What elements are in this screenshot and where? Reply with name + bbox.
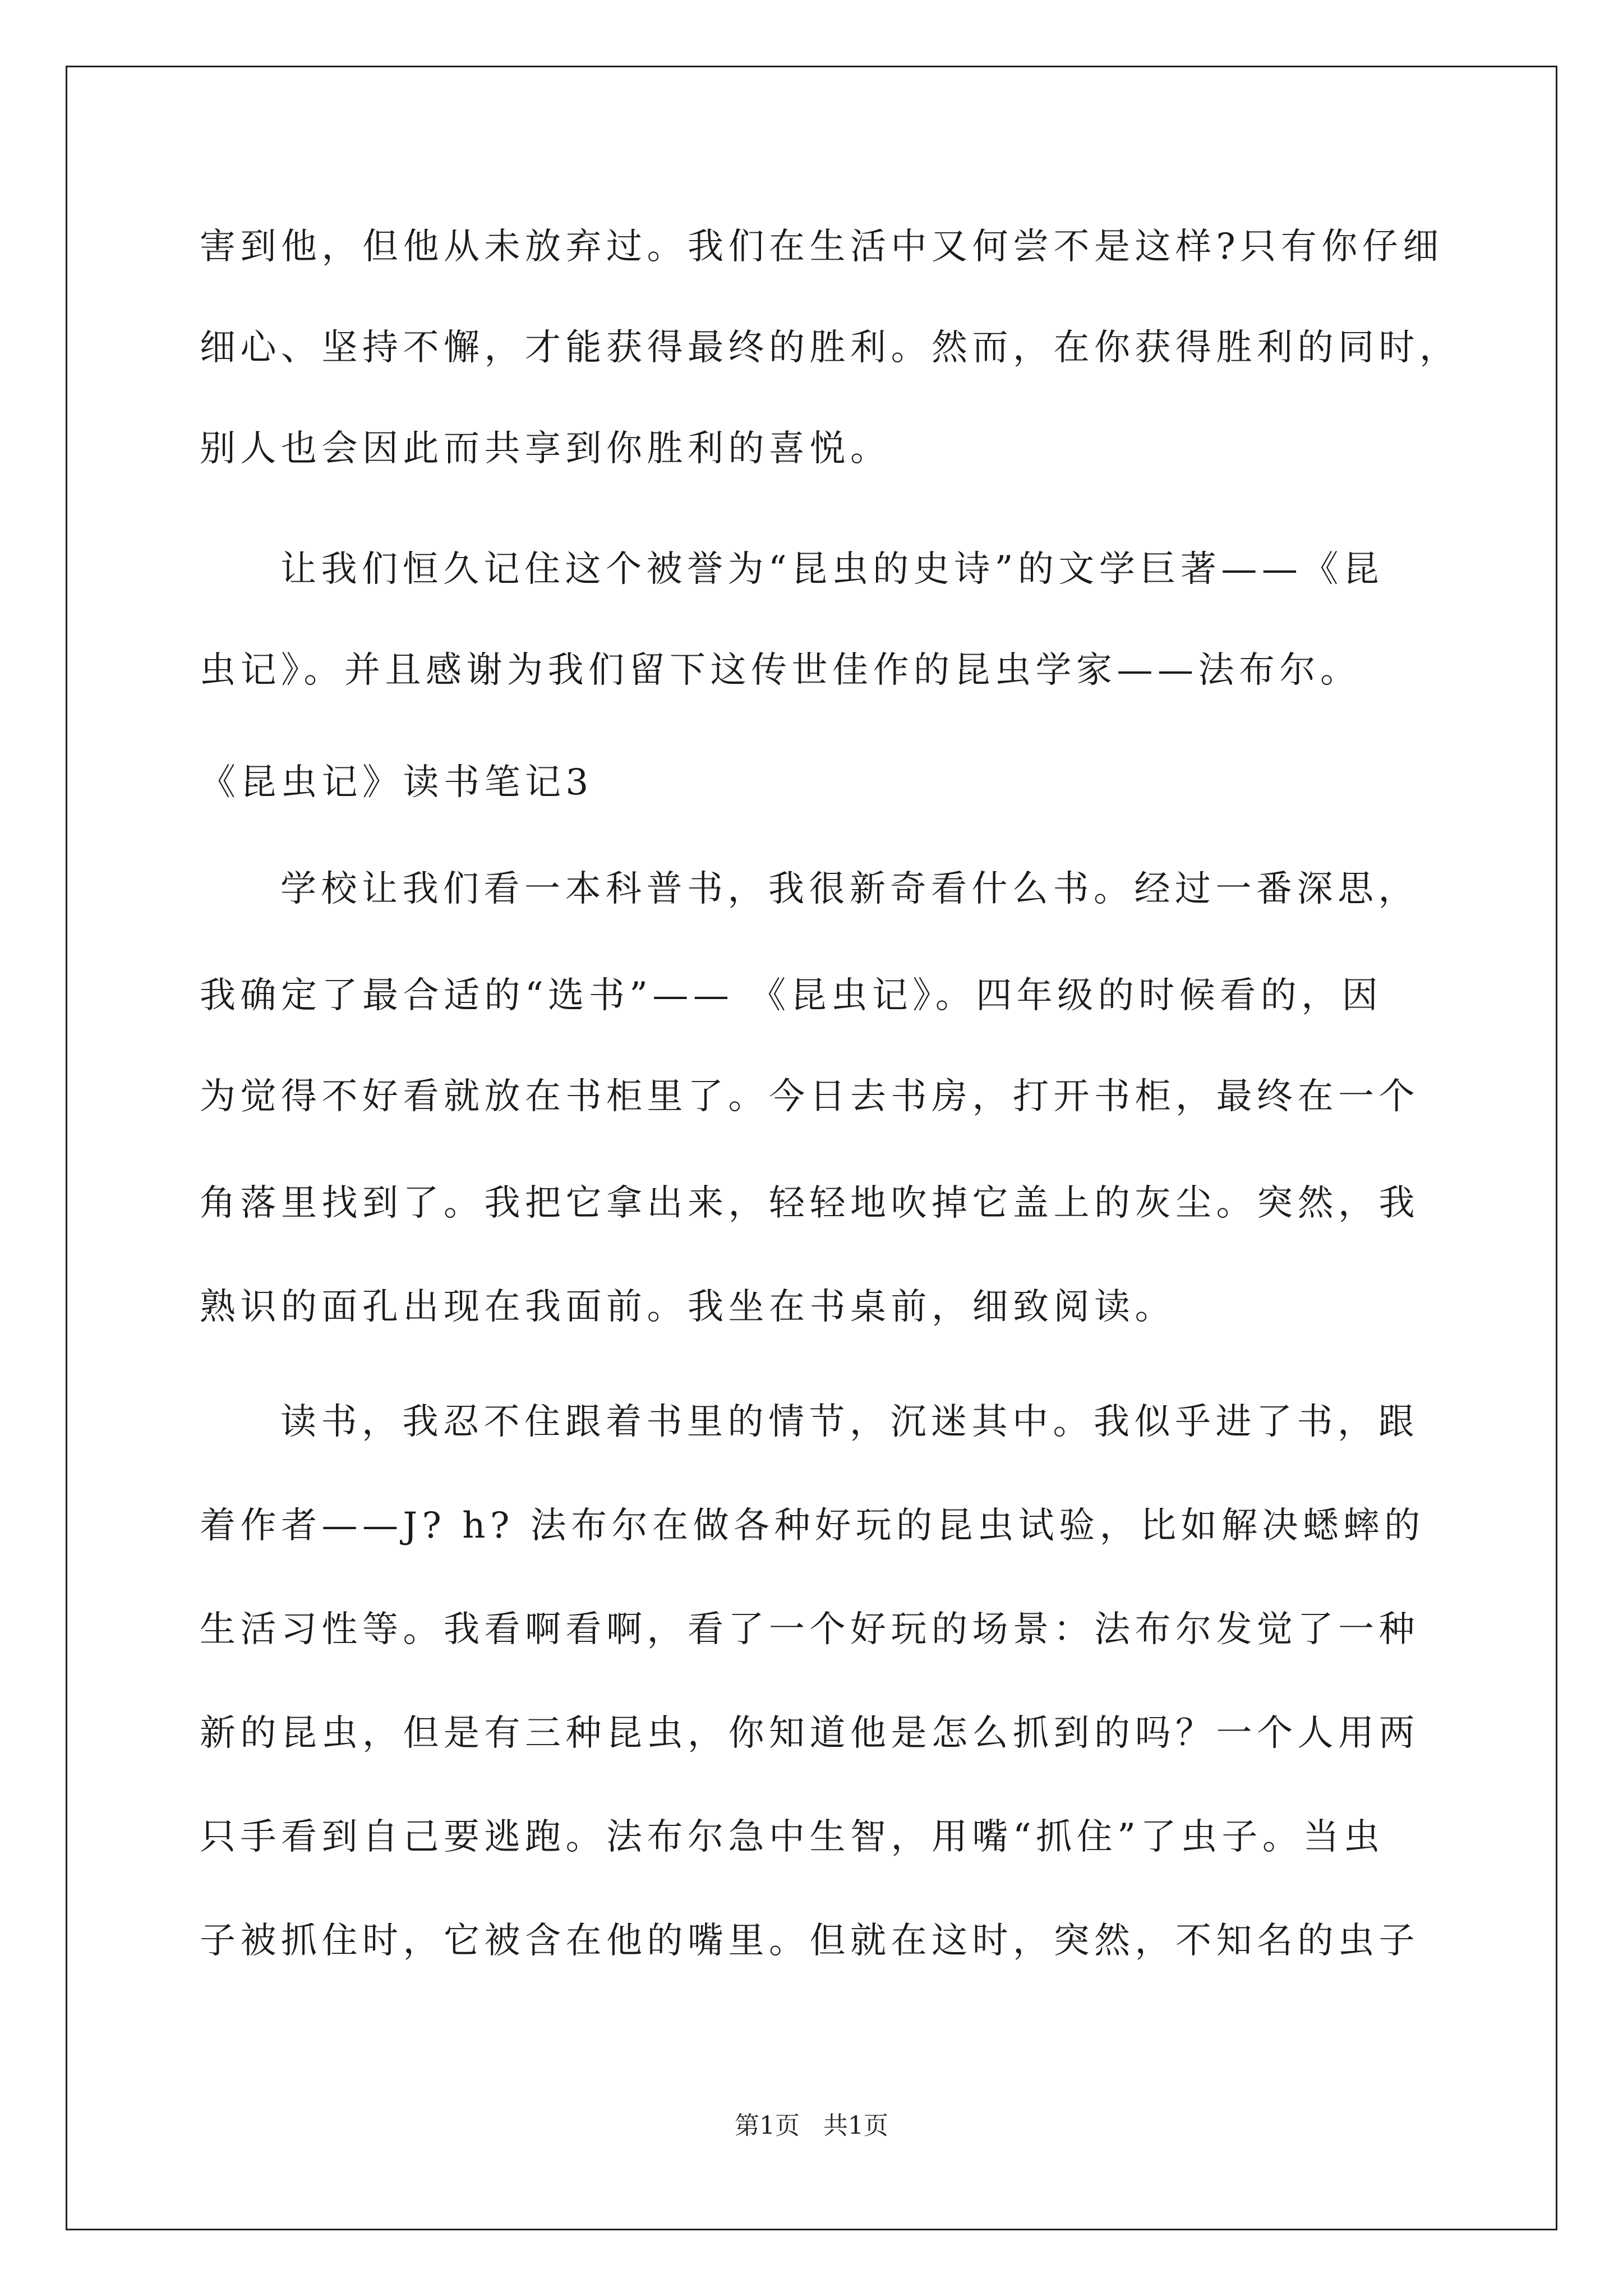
text-line: 别人也会因此而共享到你胜利的喜悦。 — [200, 428, 891, 470]
text-line: 角落里找到了。我把它拿出来，轻轻地吹掉它盖上的灰尘。突然，我 — [200, 1182, 1419, 1224]
text-line: 子被抓住时，它被含在他的嘴里。但就在这时，突然，不知名的虫子 — [200, 1920, 1419, 1962]
text-line: 细心、坚持不懈，才能获得最终的胜利。然而，在你获得胜利的同时， — [200, 327, 1460, 369]
text-line: 让我们恒久记住这个被誉为“昆虫的史诗”的文学巨著——《昆 — [280, 549, 1384, 590]
text-line: 学校让我们看一本科普书，我很新奇看什么书。经过一番深思， — [280, 868, 1419, 910]
text-line: 新的昆虫，但是有三种昆虫，你知道他是怎么抓到的吗？一个人用两 — [200, 1713, 1419, 1754]
text-line: 只手看到自己要逃跑。法布尔急中生智，用嘴“抓住”了虫子。当虫 — [200, 1816, 1385, 1858]
text-line: 生活习性等。我看啊看啊，看了一个好玩的场景：法布尔发觉了一种 — [200, 1609, 1419, 1650]
section-heading: 《昆虫记》读书笔记3 — [200, 762, 593, 803]
text-line: 害到他，但他从未放弃过。我们在生活中又何尝不是这样?只有你仔细 — [200, 226, 1444, 268]
text-line: 虫记》。并且感谢为我们留下这传世佳作的昆虫学家——法布尔。 — [200, 650, 1361, 691]
page-footer: 第1页 共1页 — [735, 2111, 888, 2140]
text-line: 为觉得不好看就放在书柜里了。今日去书房，打开书柜，最终在一个 — [200, 1076, 1419, 1117]
text-line: 读书，我忍不住跟着书里的情节，沉迷其中。我似乎进了书，跟 — [280, 1401, 1419, 1443]
page-border — [66, 66, 1557, 2230]
text-line: 着作者——J? h? 法布尔在做各种好玩的昆虫试验，比如解决蟋蟀的 — [200, 1505, 1425, 1547]
text-line: 熟识的面孔出现在我面前。我坐在书桌前，细致阅读。 — [200, 1286, 1175, 1328]
text-line: 我确定了最合适的“选书”—— 《昆虫记》。四年级的时候看的，因 — [200, 975, 1383, 1016]
